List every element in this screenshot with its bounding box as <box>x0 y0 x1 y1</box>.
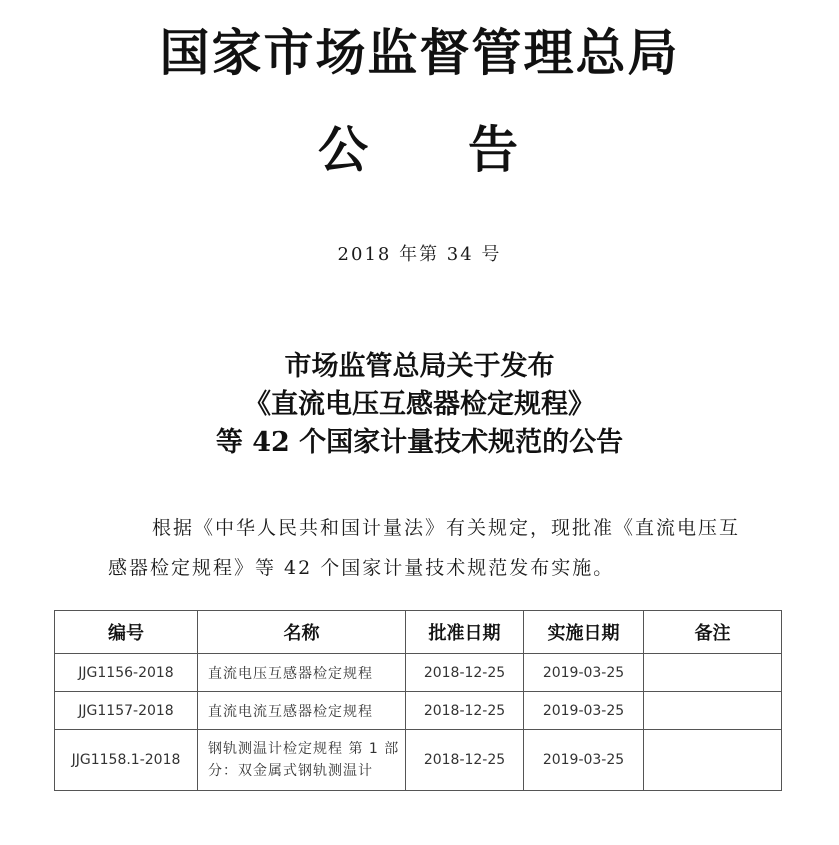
cell-name: 直流电流互感器检定规程 <box>198 692 406 730</box>
specification-table <box>54 610 782 791</box>
column-header-approval-date: 批准日期 <box>406 611 524 654</box>
announcement-body: 根据《中华人民共和国计量法》有关规定，现批准《直流电压互感器检定规程》等 42 个国家计量技术规范发布实施。 <box>108 517 741 579</box>
cell-name: 钢轨测温计检定规程 第 1 部分：双金属式钢轨测温计 <box>198 730 406 791</box>
column-header-effective-date: 实施日期 <box>524 611 644 654</box>
cell-remarks <box>644 692 782 730</box>
cell-effective-date: 2019-03-25 <box>524 730 644 791</box>
document-number: 2018 年第 34 号 <box>337 244 502 265</box>
table-row <box>55 730 782 791</box>
table-row <box>55 692 782 730</box>
cell-approval-date: 2018-12-25 <box>406 654 524 692</box>
issuing-agency-heading: 国家市场监督管理总局 <box>159 23 680 82</box>
cell-number: JJG1158.1-2018 <box>55 730 198 791</box>
cell-remarks <box>644 654 782 692</box>
cell-effective-date: 2019-03-25 <box>524 692 644 730</box>
title-line-2: 《直流电压互感器检定规程》 <box>244 389 595 420</box>
cell-name: 直流电压互感器检定规程 <box>198 654 406 692</box>
cell-remarks <box>644 730 782 791</box>
table-header-row <box>55 611 782 654</box>
column-header-remarks: 备注 <box>644 611 782 654</box>
column-header-name: 名称 <box>198 611 406 654</box>
cell-number: JJG1156-2018 <box>55 654 198 692</box>
column-header-number: 编号 <box>55 611 198 654</box>
cell-number: JJG1157-2018 <box>55 692 198 730</box>
notice-heading-char-2: 告 <box>468 120 518 179</box>
cell-approval-date: 2018-12-25 <box>406 730 524 791</box>
title-line-3: 等 42 个国家计量技术规范的公告 <box>215 427 624 458</box>
notice-heading-char-1: 公 <box>318 120 368 179</box>
table-row <box>55 654 782 692</box>
title-line-1: 市场监管总局关于发布 <box>284 351 555 382</box>
notice-heading <box>0 118 839 188</box>
cell-approval-date: 2018-12-25 <box>406 692 524 730</box>
announcement-title <box>0 348 839 462</box>
cell-effective-date: 2019-03-25 <box>524 654 644 692</box>
